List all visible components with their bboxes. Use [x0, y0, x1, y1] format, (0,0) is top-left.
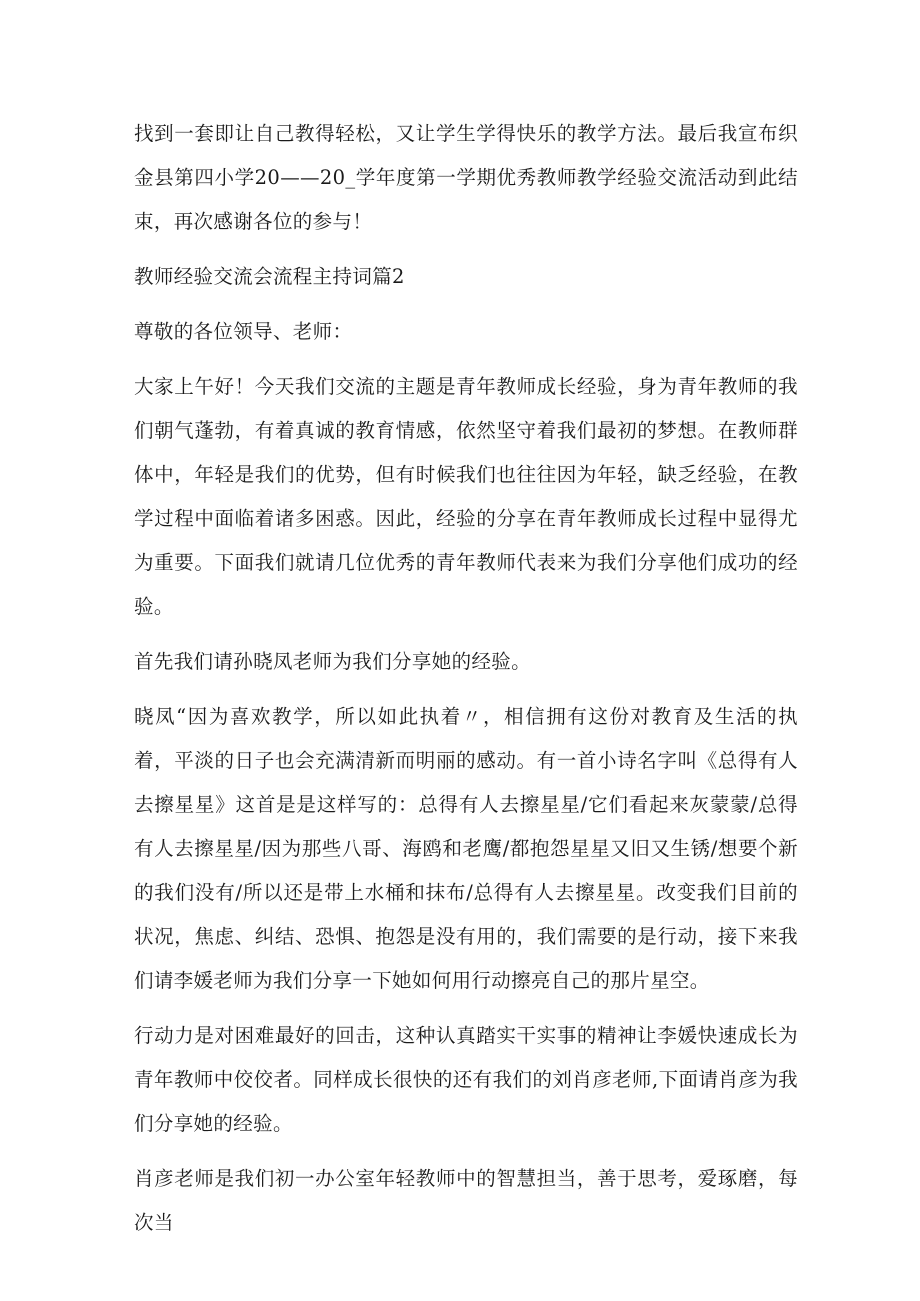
paragraph-third-speaker: 肖彦老师是我们初一办公室年轻教师中的智慧担当，善于思考，爱琢磨，每次当 [134, 1167, 798, 1234]
paragraph-opening: 大家上午好！今天我们交流的主题是青年教师成长经验，身为青年教师的我们朝气蓬勃，有着真诚的教育情感，依然坚守着我们最初的梦想。在教师群体中，年轻是我们的优势，但有时候我们也往往因为年轻，缺乏经验，在教学过程中面临着诸多困惑。因此，经验的分享在青年教师成长过程中显得尤为重要。下面我们就请几位优秀的青年教师代表来为我们分享他们成功的经验。 [134, 375, 798, 618]
paragraph-salutation: 尊敬的各位领导、老师： [134, 320, 353, 343]
paragraph-second-transition: 行动力是对困难最好的回击，这种认真踏实干实事的精神让李媛快速成长为青年教师中佼佼者。同样成长很快的还有我们的刘肖彦老师,下面请肖彦为我们分享她的经验。 [134, 1024, 798, 1135]
paragraph-poem-transition: 晓凤“因为喜欢教学，所以如此执着〃，相信拥有这份对教育及生活的执着，平淡的日子也会充满清新而明丽的感动。有一首小诗名字叫《总得有人去擦星星》这首是是这样写的：总得有人去擦星星/它们看起来灰蒙蒙/总得有人去擦星星/因为那些八哥、海鸥和老鹰/都抱怨星星又旧又生锈/想要个新的我们没有/所以还是带上水桶和抹布/总得有人去擦星星。改变我们目前的状况，焦虑、纠结、恐惧、抱怨是没有用的，我们需要的是行动，接下来我们请李媛老师为我们分享一下她如何用行动擦亮自己的那片星空。 [134, 705, 798, 992]
paragraph-closing-remarks: 找到一套即让自己教得轻松，又让学生学得快乐的教学方法。最后我宣布织金县第四小学20——20_学年度第一学期优秀教师教学经验交流活动到此结束，再次感谢各位的参与！ [134, 122, 798, 233]
paragraph-first-speaker: 首先我们请孙晓凤老师为我们分享她的经验。 [134, 650, 532, 673]
document-body [134, 112, 798, 1256]
section-heading: 教师经验交流会流程主持词篇2 [134, 265, 405, 288]
